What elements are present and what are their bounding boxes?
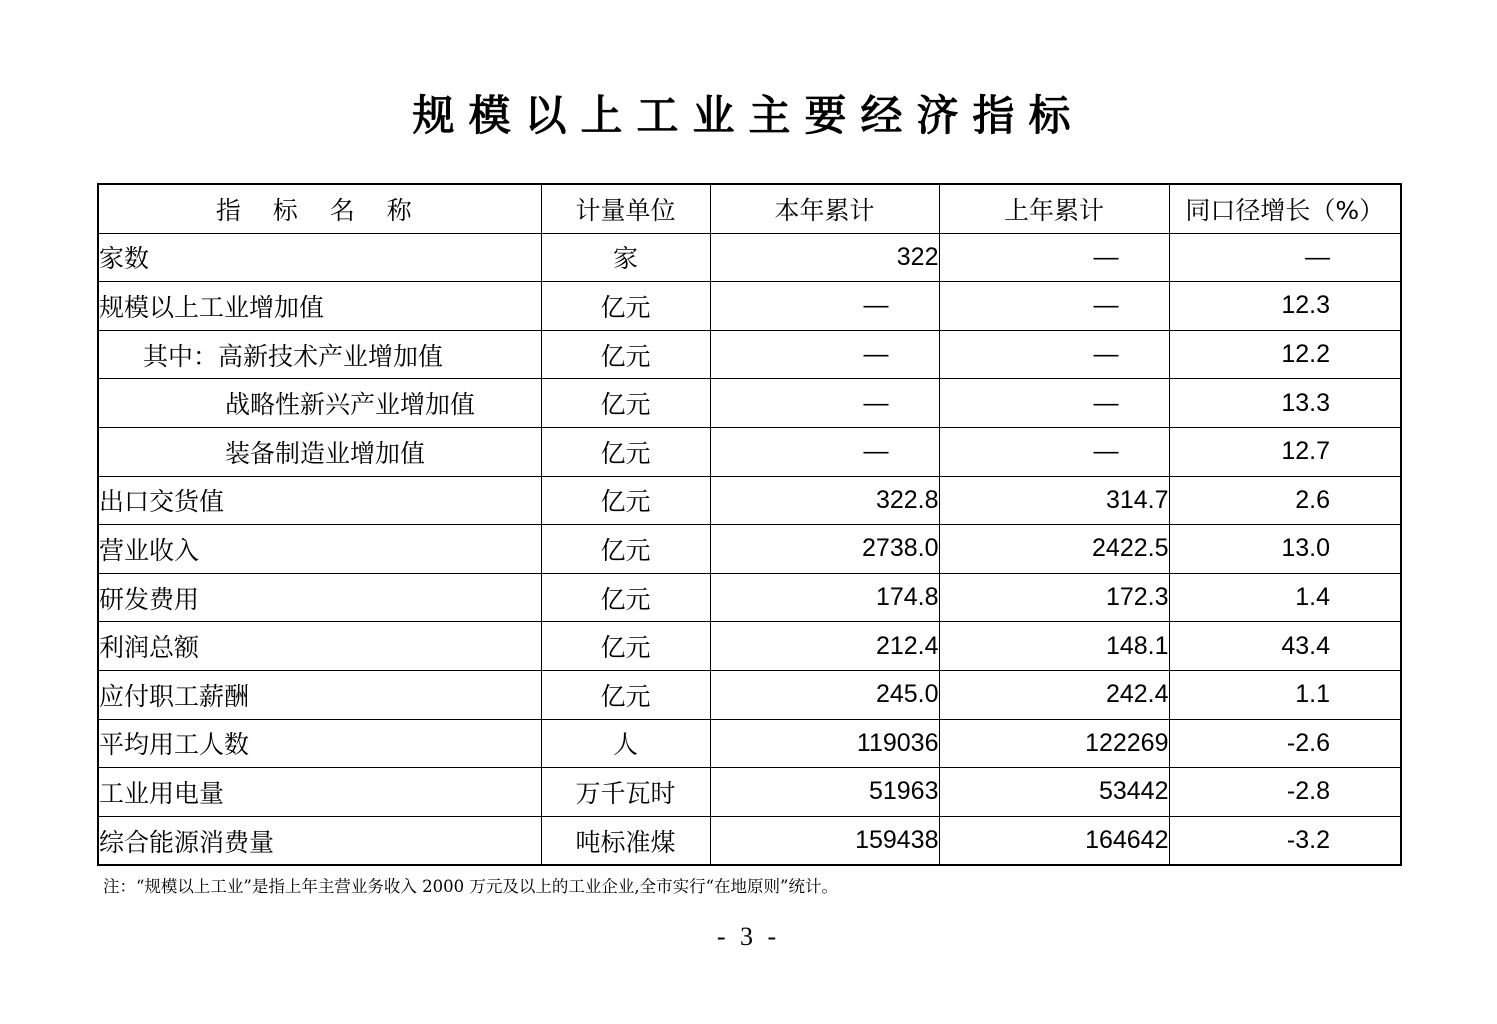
header-indicator-name: 指 标 名 称 [98, 184, 541, 233]
cell-growth: 12.2 [1169, 330, 1401, 379]
table-row [98, 525, 1401, 574]
cell-name: 规模以上工业增加值 [98, 282, 541, 331]
cell-growth: -2.6 [1169, 719, 1401, 768]
table-row [98, 622, 1401, 671]
cell-previous: 2422.5 [939, 525, 1169, 574]
cell-current: — [710, 330, 939, 379]
cell-growth: 1.1 [1169, 670, 1401, 719]
table-header-row [98, 184, 1401, 233]
cell-current: — [710, 379, 939, 428]
cell-unit: 亿元 [541, 427, 710, 476]
cell-current: 322.8 [710, 476, 939, 525]
cell-growth: 43.4 [1169, 622, 1401, 671]
cell-name: 利润总额 [98, 622, 541, 671]
cell-previous: 314.7 [939, 476, 1169, 525]
header-current-year: 本年累计 [710, 184, 939, 233]
indicators-table [97, 183, 1402, 866]
cell-growth: 13.3 [1169, 379, 1401, 428]
cell-unit: 亿元 [541, 670, 710, 719]
header-previous-year: 上年累计 [939, 184, 1169, 233]
table-row [98, 379, 1401, 428]
cell-current: 322 [710, 233, 939, 282]
cell-current: 159438 [710, 816, 939, 865]
cell-growth: 12.3 [1169, 282, 1401, 331]
cell-unit: 亿元 [541, 525, 710, 574]
cell-unit: 亿元 [541, 622, 710, 671]
cell-name: 工业用电量 [98, 768, 541, 817]
cell-growth: 2.6 [1169, 476, 1401, 525]
cell-unit: 亿元 [541, 476, 710, 525]
cell-growth: — [1169, 233, 1401, 282]
cell-previous: 242.4 [939, 670, 1169, 719]
cell-previous: — [939, 379, 1169, 428]
page-title: 规模以上工业主要经济指标 [412, 91, 1085, 140]
table-row [98, 282, 1401, 331]
cell-previous: 164642 [939, 816, 1169, 865]
table-row [98, 768, 1401, 817]
table-row [98, 719, 1401, 768]
header-growth: 同口径增长（%） [1169, 184, 1401, 233]
cell-current: 245.0 [710, 670, 939, 719]
cell-growth: 12.7 [1169, 427, 1401, 476]
cell-growth: 1.4 [1169, 573, 1401, 622]
table-row [98, 330, 1401, 379]
cell-name: 营业收入 [98, 525, 541, 574]
cell-previous: — [939, 282, 1169, 331]
table-row [98, 573, 1401, 622]
cell-growth: -3.2 [1169, 816, 1401, 865]
table-row [98, 670, 1401, 719]
table-row [98, 476, 1401, 525]
cell-name: 战略性新兴产业增加值 [98, 379, 541, 428]
table-row [98, 233, 1401, 282]
cell-unit: 亿元 [541, 573, 710, 622]
cell-current: — [710, 282, 939, 331]
cell-current: 51963 [710, 768, 939, 817]
cell-unit: 人 [541, 719, 710, 768]
cell-name: 研发费用 [98, 573, 541, 622]
cell-growth: -2.8 [1169, 768, 1401, 817]
cell-previous: — [939, 330, 1169, 379]
page-number: - 3 - [716, 922, 781, 951]
cell-unit: 亿元 [541, 379, 710, 428]
cell-current: — [710, 427, 939, 476]
cell-unit: 亿元 [541, 282, 710, 331]
cell-name: 应付职工薪酬 [98, 670, 541, 719]
cell-name: 装备制造业增加值 [98, 427, 541, 476]
cell-unit: 吨标准煤 [541, 816, 710, 865]
cell-current: 212.4 [710, 622, 939, 671]
cell-previous: 122269 [939, 719, 1169, 768]
table-row [98, 816, 1401, 865]
footnote: 注：“规模以上工业”是指上年主营业务收入 2000 万元及以上的工业企业,全市实行“在地原则”统计。 [103, 877, 838, 896]
header-unit: 计量单位 [541, 184, 710, 233]
cell-name: 出口交货值 [98, 476, 541, 525]
cell-current: 174.8 [710, 573, 939, 622]
cell-previous: 172.3 [939, 573, 1169, 622]
table-row [98, 427, 1401, 476]
cell-previous: — [939, 233, 1169, 282]
cell-unit: 亿元 [541, 330, 710, 379]
cell-previous: — [939, 427, 1169, 476]
table-body [98, 233, 1401, 865]
cell-name: 家数 [98, 233, 541, 282]
cell-unit: 万千瓦时 [541, 768, 710, 817]
cell-growth: 13.0 [1169, 525, 1401, 574]
cell-name: 其中：高新技术产业增加值 [98, 330, 541, 379]
cell-unit: 家 [541, 233, 710, 282]
cell-previous: 148.1 [939, 622, 1169, 671]
cell-name: 平均用工人数 [98, 719, 541, 768]
cell-previous: 53442 [939, 768, 1169, 817]
cell-current: 2738.0 [710, 525, 939, 574]
cell-current: 119036 [710, 719, 939, 768]
cell-name: 综合能源消费量 [98, 816, 541, 865]
